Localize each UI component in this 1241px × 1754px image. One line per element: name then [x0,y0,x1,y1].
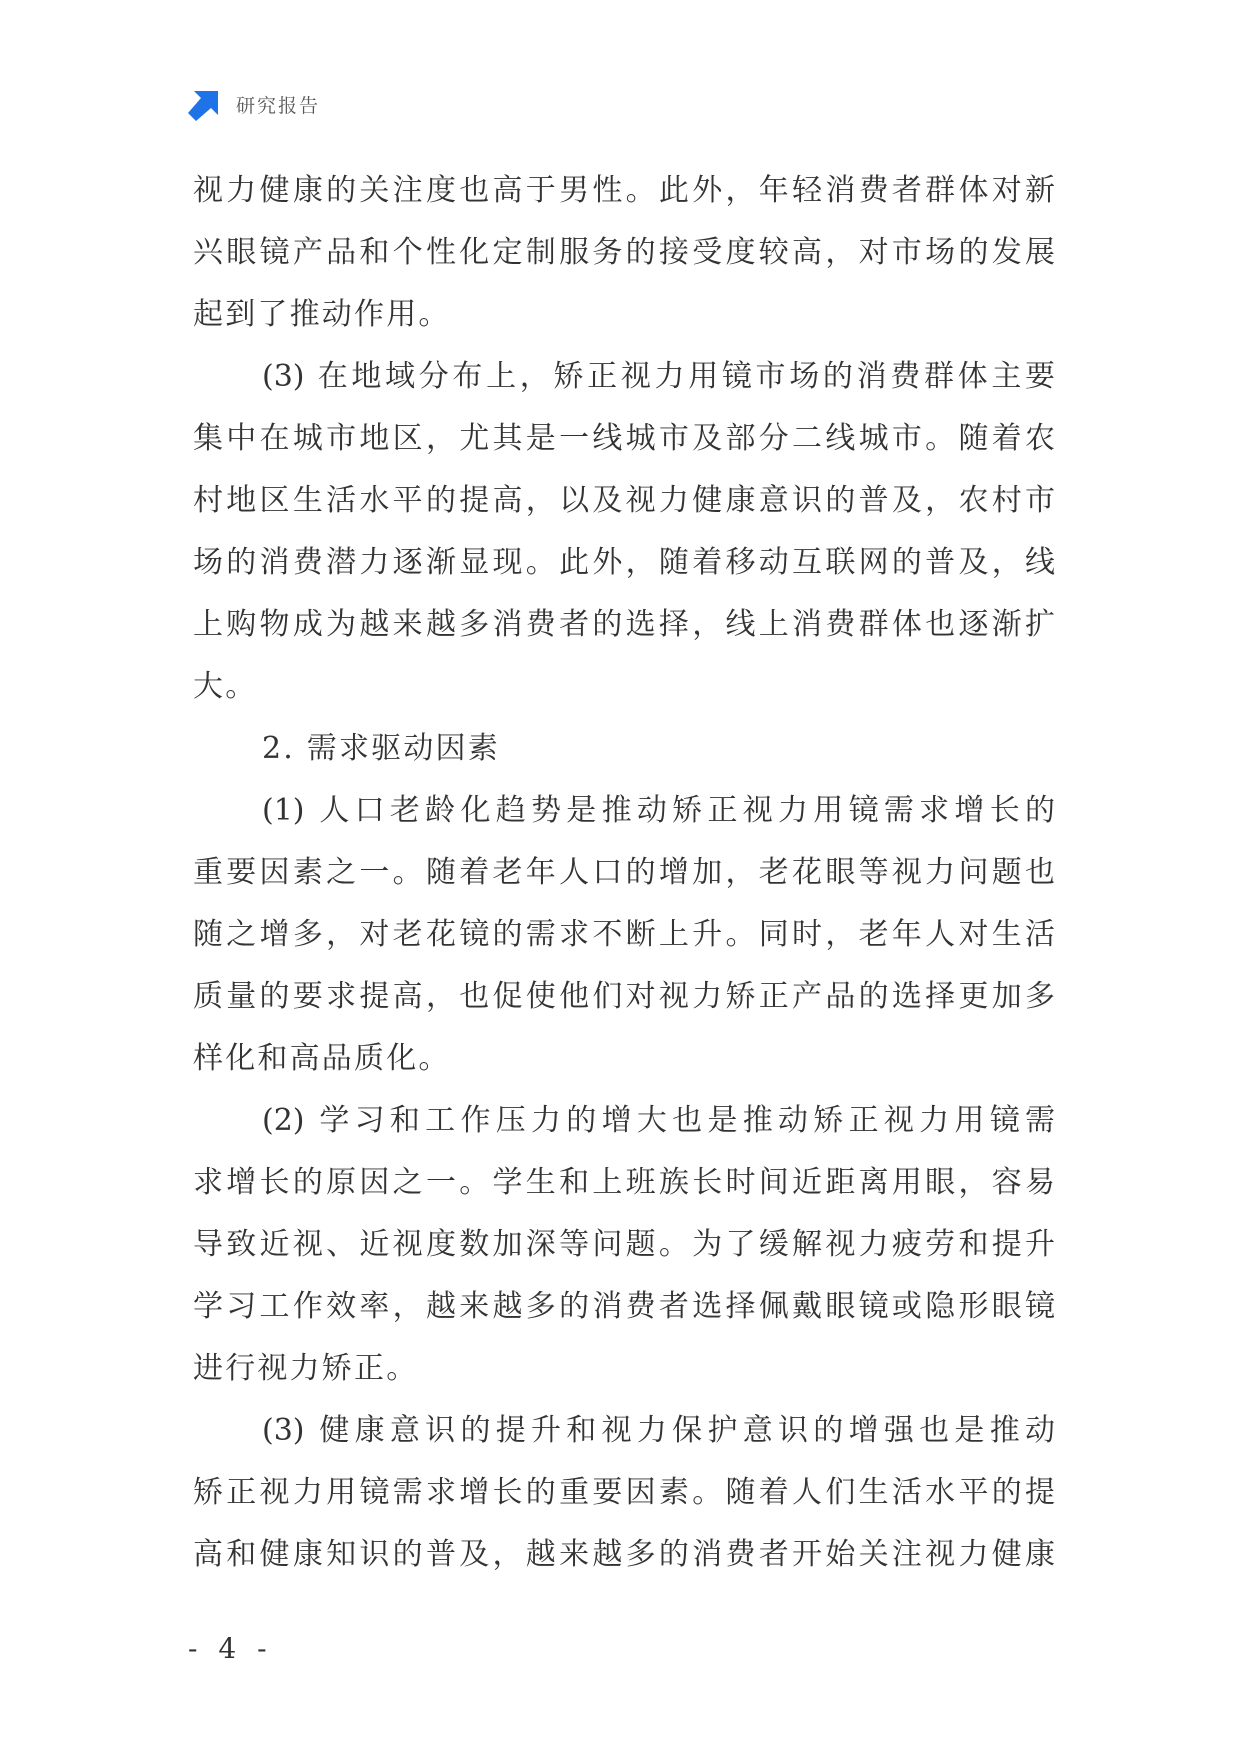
text-line: 起到了推动作用。 [193,297,451,332]
text-line: 随之增多，对老花镜的需求不断上升。同时，老年人对生活 [193,917,1055,952]
text-line: 导致近视、近视度数加深等问题。为了缓解视力疲劳和提升 [193,1227,1055,1262]
text-line: 学习工作效率，越来越多的消费者选择佩戴眼镜或隐形眼镜 [193,1289,1055,1324]
text-line: 高和健康知识的普及，越来越多的消费者开始关注视力健康 [193,1537,1055,1572]
text-line: 大。 [193,669,258,704]
text-line: 兴眼镜产品和个性化定制服务的接受度较高，对市场的发展 [193,235,1055,270]
page-number: - 4 - [188,1632,273,1665]
text-line: 重要因素之一。随着老年人口的增加，老花眼等视力问题也 [193,855,1055,890]
text-line: (3) 健康意识的提升和视力保护意识的增强也是推动 [262,1413,1055,1448]
text-line: (3) 在地域分布上，矫正视力用镜市场的消费群体主要 [262,359,1055,394]
text-line: 质量的要求提高，也促使他们对视力矫正产品的选择更加多 [193,979,1055,1014]
text-line: 上购物成为越来越多消费者的选择，线上消费群体也逐渐扩 [193,607,1055,642]
document-body [193,160,1055,1586]
text-line: 视力健康的关注度也高于男性。此外，年轻消费者群体对新 [193,173,1055,208]
text-line: 场的消费潜力逐渐显现。此外，随着移动互联网的普及，线 [193,545,1055,580]
text-line: 2. 需求驱动因素 [262,731,500,766]
text-line: 村地区生活水平的提高，以及视力健康意识的普及，农村市 [193,483,1055,518]
text-line: 矫正视力用镜需求增长的重要因素。随着人们生活水平的提 [193,1475,1055,1510]
text-line: 求增长的原因之一。学生和上班族长时间近距离用眼，容易 [193,1165,1055,1200]
text-line: (1) 人口老龄化趋势是推动矫正视力用镜需求增长的 [262,793,1055,828]
text-line: (2) 学习和工作压力的增大也是推动矫正视力用镜需 [262,1103,1055,1138]
page-header [188,86,320,122]
text-line: 进行视力矫正。 [193,1351,419,1386]
text-line: 样化和高品质化。 [193,1041,451,1076]
header-title: 研究报告 [236,94,321,117]
text-line: 集中在城市地区，尤其是一线城市及部分二线城市。随着农 [193,421,1055,456]
arrow-up-right-icon [188,87,222,121]
